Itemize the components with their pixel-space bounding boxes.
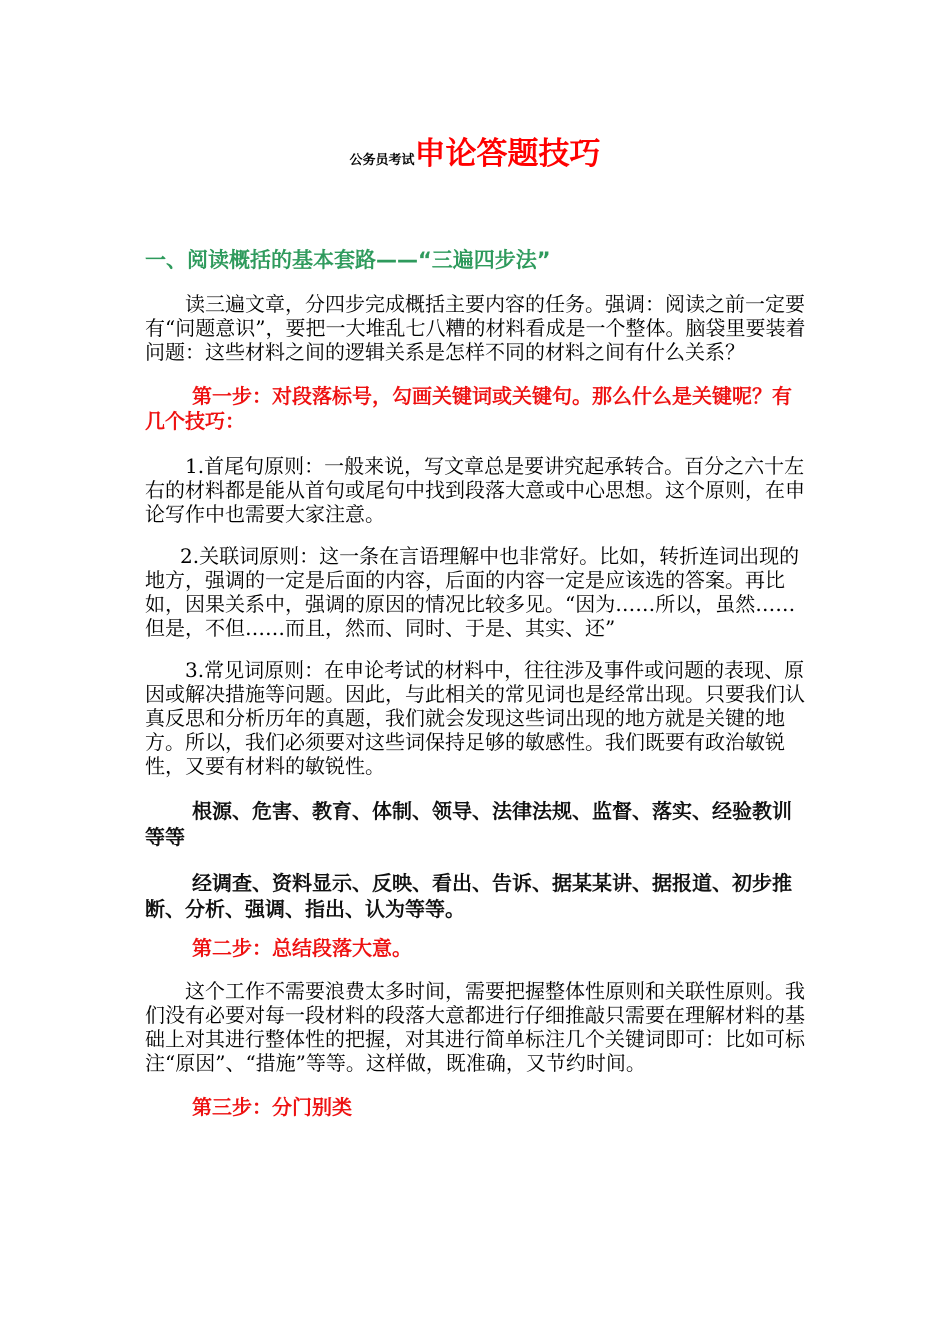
keywords-list-2: 经调查、资料显示、反映、看出、告诉、据某某讲、据报道、初步推断、分析、强调、指出、认为等等。: [145, 871, 792, 921]
step2-heading: 第二步：总结段落大意。: [192, 936, 412, 960]
tip1-paragraph: 1.首尾句原则：一般来说，写文章总是要讲究起承转合。百分之六十左右的材料都是能从首句或尾句中找到段落大意或中心思想。这个原则，在申论写作中也需要大家注意。: [145, 454, 805, 526]
intro-paragraph: 读三遍文章，分四步完成概括主要内容的任务。强调：阅读之前一定要有“问题意识”，要把一大堆乱七八糟的材料看成是一个整体。脑袋里要装着问题：这些材料之间的逻辑关系是怎样不同的材料之间有什么关系？: [145, 292, 806, 364]
title-prefix: 公务员考试: [349, 153, 415, 168]
tip2-paragraph: 2.关联词原则：这一条在言语理解中也非常好。比如，转折连词出现的地方，强调的一定是后面的内容，后面的内容一定是应该选的答案。再比如，因果关系中，强调的原因的情况比较多见。“因为……所以，虽然……但是，不但……而且，然而、同时、于是、其实、还”: [145, 544, 800, 640]
step2-paragraph: 这个工作不需要浪费太多时间，需要把握整体性原则和关联性原则。我们没有必要对每一段材料的段落大意都进行仔细推敲只需要在理解材料的基础上对其进行整体性的把握，对其进行简单标注几个关键词即可：比如可标注“原因”、“措施”等等。这样做，既准确，又节约时间。: [145, 979, 805, 1075]
document-title: [0, 128, 950, 173]
section-heading: 一、阅读概括的基本套路——“三遍四步法”: [145, 248, 551, 272]
title-main: 申论答题技巧: [414, 136, 601, 172]
document-body: [145, 246, 808, 1120]
step1-heading: 第一步：对段落标号，勾画关键词或关键句。那么什么是关键呢？有几个技巧：: [145, 384, 792, 433]
tip3-paragraph: 3.常见词原则：在申论考试的材料中，往往涉及事件或问题的表现、原因或解决措施等问题。因此，与此相关的常见词也是经常出现。只要我们认真反思和分析历年的真题，我们就会发现这些词出现的地方就是关键的地方。所以，我们必须要对这些词保持足够的敏感性。我们既要有政治敏锐性，又要有材料的敏锐性。: [145, 658, 805, 778]
keywords-list-1: 根源、危害、教育、体制、领导、法律法规、监督、落实、经验教训等等: [145, 799, 792, 849]
step3-heading: 第三步：分门别类: [192, 1095, 352, 1119]
